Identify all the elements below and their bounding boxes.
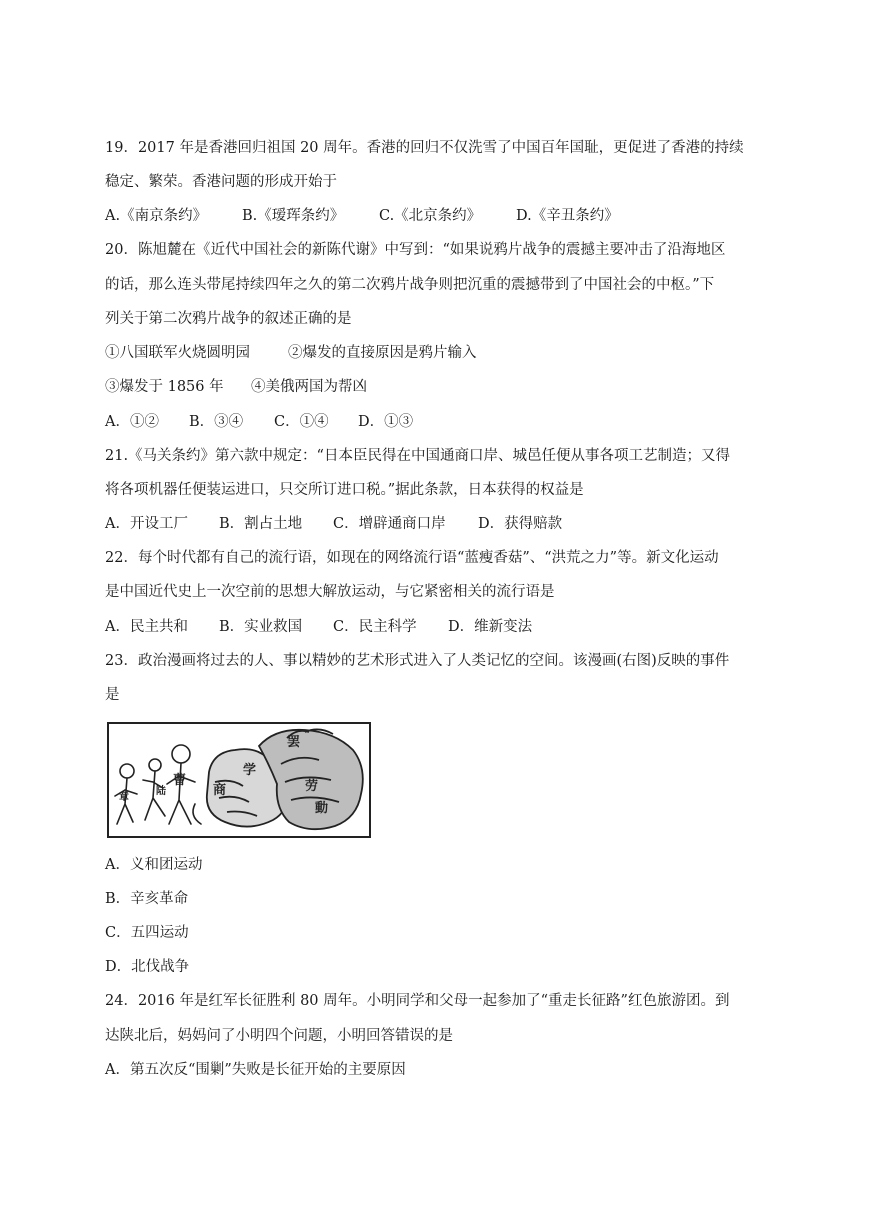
q22-option-c[interactable]: C．民主科学 bbox=[333, 619, 417, 635]
q19-option-c[interactable]: C.《北京条约》 bbox=[379, 208, 482, 224]
q20-statements-row2 bbox=[105, 377, 367, 397]
q19-option-d[interactable]: D.《辛丑条约》 bbox=[516, 208, 619, 224]
q24-stem-line2: 达陕北后，妈妈问了小明四个问题，小明回答错误的是 bbox=[105, 1028, 453, 1044]
q20-statement-3: ③爆发于 1856 年 bbox=[105, 379, 224, 395]
q21-option-c[interactable]: C．增辟通商口岸 bbox=[333, 516, 446, 532]
q20-stem-line2: 的话，那么连头带尾持续四年之久的第二次鸦片战争则把沉重的震撼带到了中国社会的中枢。”下 bbox=[105, 277, 715, 293]
cartoon-label-zhang: 章 bbox=[119, 792, 129, 803]
q22-stem-line2: 是中国近代史上一次空前的思想大解放运动，与它紧密相关的流行语是 bbox=[105, 584, 555, 600]
q22-option-d[interactable]: D．维新变法 bbox=[448, 619, 533, 635]
q20-options bbox=[105, 412, 413, 432]
q22-options bbox=[105, 617, 532, 637]
q20-statement-1: ①八国联军火烧圆明园 bbox=[105, 345, 250, 361]
q21-options bbox=[105, 514, 562, 534]
q20-statement-2: ②爆发的直接原因是鸦片输入 bbox=[288, 345, 477, 361]
q23-option-c[interactable]: C．五四运动 bbox=[105, 925, 189, 941]
q20-option-c[interactable]: C．①④ bbox=[274, 414, 329, 430]
q20-stem-line3: 列关于第二次鸦片战争的叙述正确的是 bbox=[105, 311, 352, 327]
q20-option-d[interactable]: D．①③ bbox=[358, 414, 414, 430]
q24-stem-line1: 24．2016 年是红军长征胜利 80 周年。小明同学和父母一起参加了“重走长征路”红色旅游团。到 bbox=[105, 993, 730, 1009]
cartoon-label-dong: 動 bbox=[315, 801, 329, 816]
q19-option-b[interactable]: B.《瑷珲条约》 bbox=[242, 208, 345, 224]
q24-option-a[interactable]: A．第五次反“围剿”失败是长征开始的主要原因 bbox=[105, 1062, 406, 1078]
q20-statement-4: ④美俄两国为帮凶 bbox=[251, 379, 367, 395]
q19-stem-line1: 19．2017 年是香港回归祖国 20 周年。香港的回归不仅洗雪了中国百年国耻，更促进了香港的持续 bbox=[105, 140, 744, 156]
q21-option-d[interactable]: D．获得赔款 bbox=[478, 516, 563, 532]
cartoon-label-ba: 罢 bbox=[287, 735, 301, 750]
q23-stem-line1: 23．政治漫画将过去的人、事以精妙的艺术形式进入了人类记忆的空间。该漫画(右图)反映的事件 bbox=[105, 653, 730, 669]
q19-stem-line2: 稳定、繁荣。香港问题的形成开始于 bbox=[105, 174, 337, 190]
q21-stem-line2: 将各项机器任便装运进口，只交所订进口税。”据此条款，日本获得的权益是 bbox=[105, 482, 584, 498]
q19-option-a[interactable]: A.《南京条约》 bbox=[105, 208, 208, 224]
q20-option-a[interactable]: A．①② bbox=[105, 414, 159, 430]
q21-option-b[interactable]: B．割占土地 bbox=[219, 516, 303, 532]
q23-option-a[interactable]: A．义和团运动 bbox=[105, 857, 203, 873]
q22-stem-line1: 22．每个时代都有自己的流行语，如现在的网络流行语“蓝瘦香菇”、“洪荒之力”等。新文化运动 bbox=[105, 550, 719, 566]
political-cartoon-image bbox=[107, 722, 371, 838]
q23-option-d[interactable]: D．北伐战争 bbox=[105, 959, 190, 975]
q23-option-b[interactable]: B．辛亥革命 bbox=[105, 891, 189, 907]
cartoon-label-xue: 学 bbox=[243, 763, 257, 778]
cartoon-label-cao: 曹 bbox=[173, 773, 187, 788]
q20-option-b[interactable]: B．③④ bbox=[189, 414, 244, 430]
q20-stem-line1: 20．陈旭麓在《近代中国社会的新陈代谢》中写到：“如果说鸦片战争的震撼主要冲击了沿海地区 bbox=[105, 242, 726, 258]
cartoon-label-shang: 商 bbox=[213, 783, 227, 798]
q21-stem-line1: 21.《马关条约》第六款中规定：“日本臣民得在中国通商口岸、城邑任便从事各项工艺制造；又得 bbox=[105, 448, 730, 464]
q20-statements-row1 bbox=[105, 343, 477, 363]
q19-options bbox=[105, 206, 619, 226]
q22-option-b[interactable]: B．实业救国 bbox=[219, 619, 303, 635]
q21-option-a[interactable]: A．开设工厂 bbox=[105, 516, 188, 532]
cartoon-label-lao: 劳 bbox=[305, 779, 319, 794]
q22-option-a[interactable]: A．民主共和 bbox=[105, 619, 188, 635]
q23-stem-line2: 是 bbox=[105, 687, 120, 703]
cartoon-drawing bbox=[109, 724, 369, 836]
cartoon-label-lu: 陆 bbox=[156, 786, 166, 797]
